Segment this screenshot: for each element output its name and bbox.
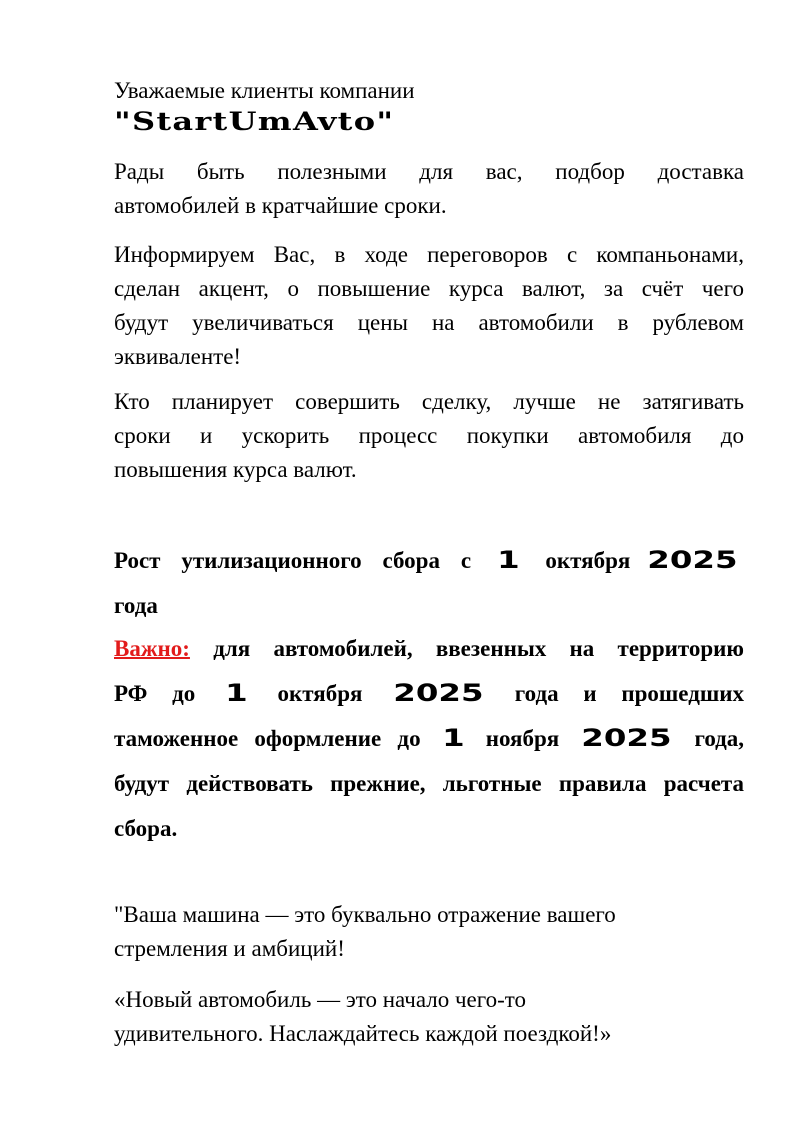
date-year: 2025 (393, 679, 484, 707)
paragraph-line: Кто планирует совершить сделку, лучше не затягивать (114, 389, 744, 414)
heading-month: октября (545, 548, 631, 573)
body-text: года и прошедших (514, 681, 744, 706)
quote-new-car (114, 983, 744, 1051)
body-line (114, 671, 744, 716)
quote-line: стремления и амбиций! (114, 936, 345, 961)
company-name: "StartUmAvto" (114, 107, 395, 136)
paragraph-line: сроки и ускорить процесс покупки автомобиля до (114, 423, 744, 448)
paragraph-line: сделан акцент, о повышение курса валют, за счёт чего (114, 276, 744, 301)
heading-line (114, 538, 744, 583)
heading-tail: года (114, 593, 158, 618)
paragraph-advice (114, 385, 744, 487)
heading-day: 1 (496, 546, 520, 574)
paragraph-intro (114, 155, 744, 223)
quote-reflection (114, 898, 744, 966)
body-text: для автомобилей, ввезенных на территорию (213, 636, 745, 661)
date-month: октября (277, 681, 363, 706)
body-line: будут действовать прежние, льготные правила расчета (114, 771, 744, 796)
body-line (114, 626, 744, 671)
quote-line: "Ваша машина — это буквально отражение вашего (114, 902, 616, 927)
body-text: года, (694, 726, 745, 751)
date-day: 1 (441, 724, 465, 752)
greeting-line: Уважаемые клиенты компании (114, 78, 415, 103)
paragraph-line: будут увеличиваться цены на автомобили в рублевом (114, 310, 744, 335)
quote-line: «Новый автомобиль — это начало чего-то (114, 987, 527, 1012)
section-body (114, 626, 744, 851)
body-text: РФ до (114, 681, 196, 706)
date-month: ноября (485, 726, 560, 751)
section-heading (114, 538, 744, 628)
important-label: Важно: (114, 636, 190, 661)
body-line: сбора. (114, 816, 178, 841)
body-text: таможенное оформление до (114, 726, 421, 751)
date-day: 1 (225, 679, 248, 707)
paragraph-line: повышения курса валют. (114, 457, 357, 482)
company-name-block (114, 108, 744, 136)
quote-line: удивительного. Наслаждайтесь каждой поездкой!» (114, 1021, 612, 1046)
paragraph-line: эквиваленте! (114, 344, 242, 369)
date-year: 2025 (581, 724, 672, 752)
greeting (114, 74, 744, 108)
paragraph-currency-notice (114, 238, 744, 374)
heading-text: Рост утилизационного сбора с (114, 548, 472, 573)
heading-year: 2025 (647, 546, 738, 574)
paragraph-line: Рады быть полезными для вас, подбор доставка (114, 159, 744, 184)
body-line (114, 716, 744, 761)
paragraph-line: Информируем Вас, в ходе переговоров с компаньонами, (114, 242, 744, 267)
paragraph-line: автомобилей в кратчайшие сроки. (114, 193, 447, 218)
